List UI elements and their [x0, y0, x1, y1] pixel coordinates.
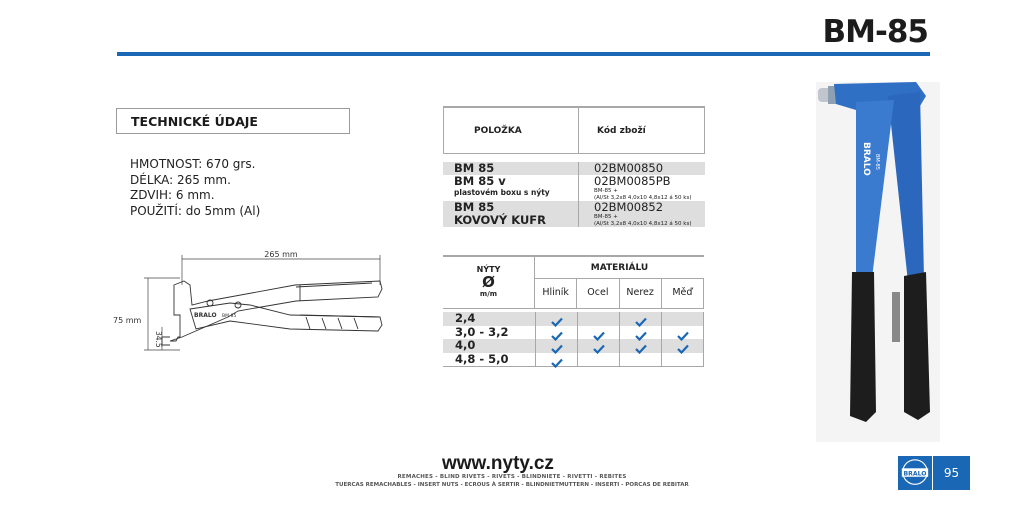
page-number: 95 [933, 456, 970, 490]
jaw-label: 34.5 [154, 331, 163, 348]
material-cell [661, 353, 704, 367]
height-label: 75 mm [113, 316, 142, 325]
material-cell [535, 326, 577, 340]
rivet-diameter: 4,0 [455, 338, 476, 352]
svg-text:BRALO: BRALO [903, 470, 927, 478]
material-cell [535, 339, 577, 353]
rivet-diameter: 4,8 - 5,0 [455, 351, 509, 366]
photo-model: BM-85 [874, 154, 880, 170]
drawing-model: BM-85 [222, 314, 237, 319]
table-row: BM 85 KOVOVÝ KUFR 02BM00852 BM-85 + (Al/St 3,2x8 4,0x10 4,8x12 á 50 ks) [443, 201, 705, 227]
material-cell [577, 312, 619, 326]
spec-weight: HMOTNOST: 670 grs. [130, 157, 256, 171]
col-item-header: POLOŽKA [444, 108, 579, 153]
table-row: BM 85 v plastovém boxu s nýty 02BM0085PB BM-85 + (Al/St 3,2x8 4,0x10 4,8x12 á 50 ks) [443, 175, 705, 201]
material-cell [619, 312, 661, 326]
page-title: BM-85 [822, 14, 928, 50]
spec-stroke: ZDVIH: 6 mm. [130, 188, 215, 202]
bralo-logo [898, 456, 932, 490]
website-link[interactable]: www.nyty.cz [442, 453, 554, 474]
col-steel: Ocel [577, 279, 619, 308]
material-cell [619, 339, 661, 353]
materials-table [443, 255, 704, 367]
rivet-diameter: 2,4 [455, 311, 476, 325]
product-table-header [443, 106, 705, 154]
material-cell [577, 353, 619, 367]
col-aluminium: Hliník [535, 279, 577, 308]
drawing-brand: BRALO [194, 312, 217, 319]
material-cell [619, 353, 661, 367]
specs-heading: TECHNICKÉ ÚDAJE [116, 108, 350, 134]
col-copper: Měď [662, 279, 704, 308]
table-row [443, 326, 704, 340]
header-rule [117, 52, 930, 56]
table-row [443, 312, 704, 326]
photo-brand: BRALO [861, 142, 871, 176]
checkmark-icon [551, 358, 563, 368]
tool-photo [816, 82, 940, 442]
material-cell [535, 353, 577, 367]
spec-usage: POUŽITÍ: do 5mm (Al) [130, 203, 261, 218]
length-label: 265 mm [264, 250, 298, 259]
tagline-line-1: REMACHES - BLIND RIVETS - RIVETS - BLINDNIETE - RIVETTI - REBITES [397, 474, 627, 480]
table-row [443, 353, 704, 367]
rivet-diameter: 3,0 - 3,2 [455, 324, 509, 339]
material-cell [619, 326, 661, 340]
materials-body [443, 312, 704, 367]
tagline-line-2: TUERCAS REMACHABLES - INSERT NUTS - ECROUS À SERTIR - BLINDNIETMUTTERN - INSERTI - PORCAS DE REBITAR [335, 482, 689, 488]
material-cell [661, 339, 704, 353]
material-cell [577, 339, 619, 353]
col-code-header: Kód zboží [597, 125, 646, 136]
material-cell [535, 312, 577, 326]
diameter-symbol: Ø [482, 273, 495, 291]
rivet-header: NÝTY Ø m/m [443, 257, 535, 308]
material-cell [661, 326, 704, 340]
material-cell [577, 326, 619, 340]
table-row [443, 339, 704, 353]
product-table [443, 106, 705, 227]
specs-list [130, 157, 260, 219]
spec-length: DÉLKA: 265 mm. [130, 172, 231, 187]
table-row: BM 85 02BM00850 [443, 162, 705, 175]
materials-header: MATERIÁLU [535, 257, 704, 279]
col-stainless: Nerez [620, 279, 662, 308]
tool-drawing [110, 245, 400, 365]
material-cell [661, 312, 704, 326]
